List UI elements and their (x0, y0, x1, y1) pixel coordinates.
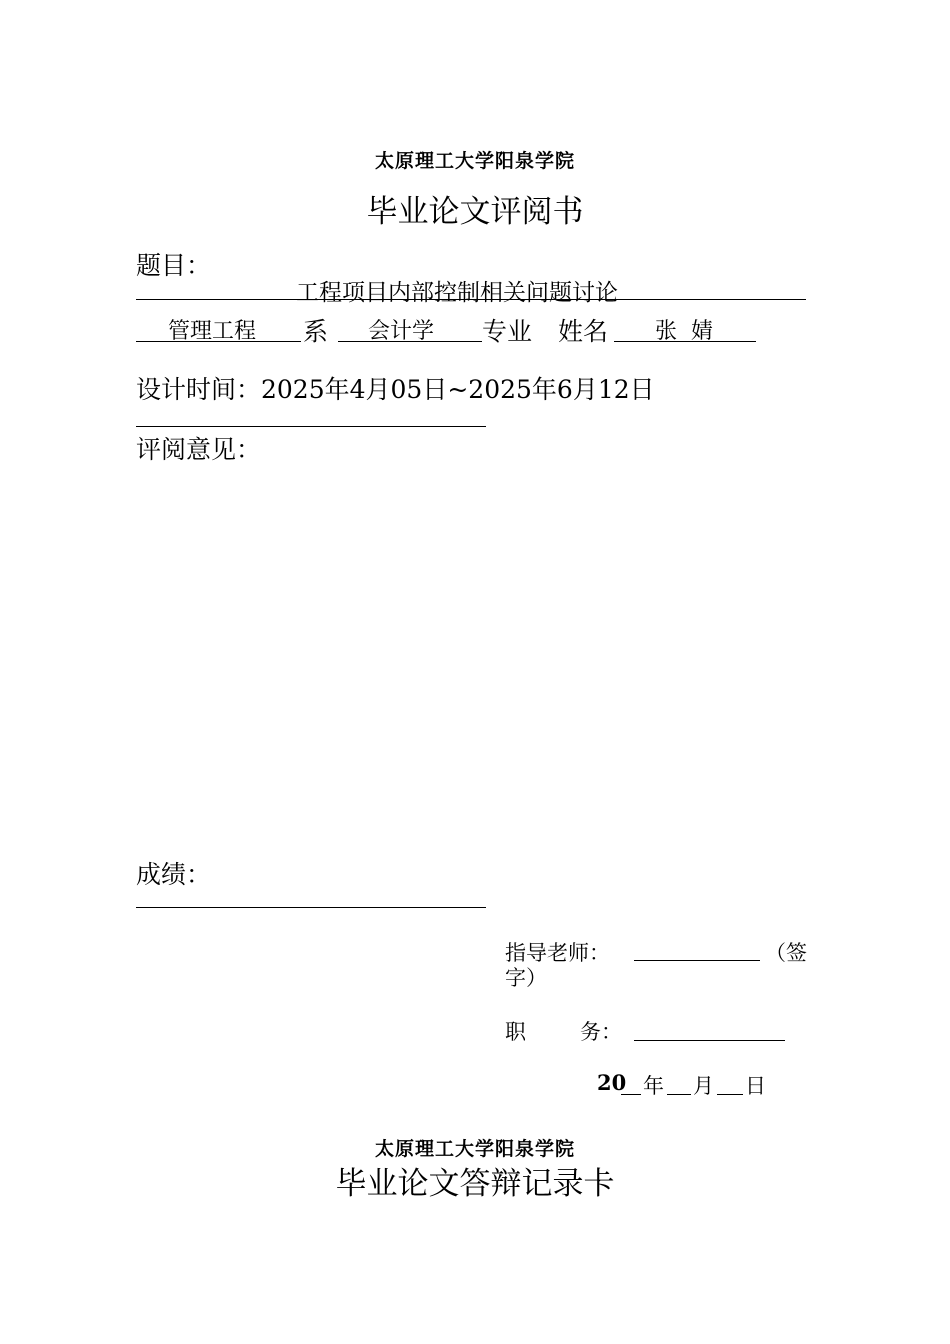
advisor-signature-line (634, 960, 760, 961)
date-year-prefix: 20 (597, 1070, 627, 1095)
position-line (634, 1040, 785, 1041)
date-year-blank (621, 1094, 641, 1095)
student-name: 张 婧 (655, 319, 713, 344)
position-label-1: 职 (505, 1020, 526, 1044)
major-label: 专业 (482, 317, 533, 346)
sign-hint-2: 字） (505, 966, 547, 990)
date-year: 年 (643, 1074, 664, 1098)
position-label-2: 务： (580, 1020, 622, 1044)
school-name-2: 太原理工大学阳泉学院 (374, 1138, 575, 1160)
date-day-blank (717, 1094, 743, 1095)
topic-underline (136, 299, 806, 300)
school-name: 太原理工大学阳泉学院 (374, 150, 575, 172)
date-day: 日 (745, 1074, 766, 1098)
department-value: 管理工程 (168, 319, 257, 344)
department-label: 系 (303, 317, 329, 346)
grade-underline (136, 907, 486, 908)
form-title: 毕业论文评阅书 (366, 194, 584, 230)
date-month-blank (667, 1094, 691, 1095)
sign-hint-1: （签 (765, 941, 807, 965)
major-underline (338, 341, 482, 342)
major-value: 会计学 (368, 319, 435, 344)
review-label: 评阅意见： (136, 435, 262, 464)
form-title-2: 毕业论文答辩记录卡 (335, 1166, 615, 1202)
topic-label: 题目： (136, 251, 212, 280)
topic-value: 工程项目内部控制相关问题讨论 (296, 280, 618, 306)
name-label: 姓名 (558, 317, 609, 346)
grade-label: 成绩： (136, 860, 212, 889)
date-month: 月 (693, 1074, 714, 1098)
name-underline (614, 341, 756, 342)
advisor-label: 指导老师： (505, 941, 610, 965)
design-time: 设计时间：2025年4月05日~2025年6月12日 (136, 375, 655, 404)
review-top-rule (136, 426, 486, 427)
department-underline (136, 341, 301, 342)
